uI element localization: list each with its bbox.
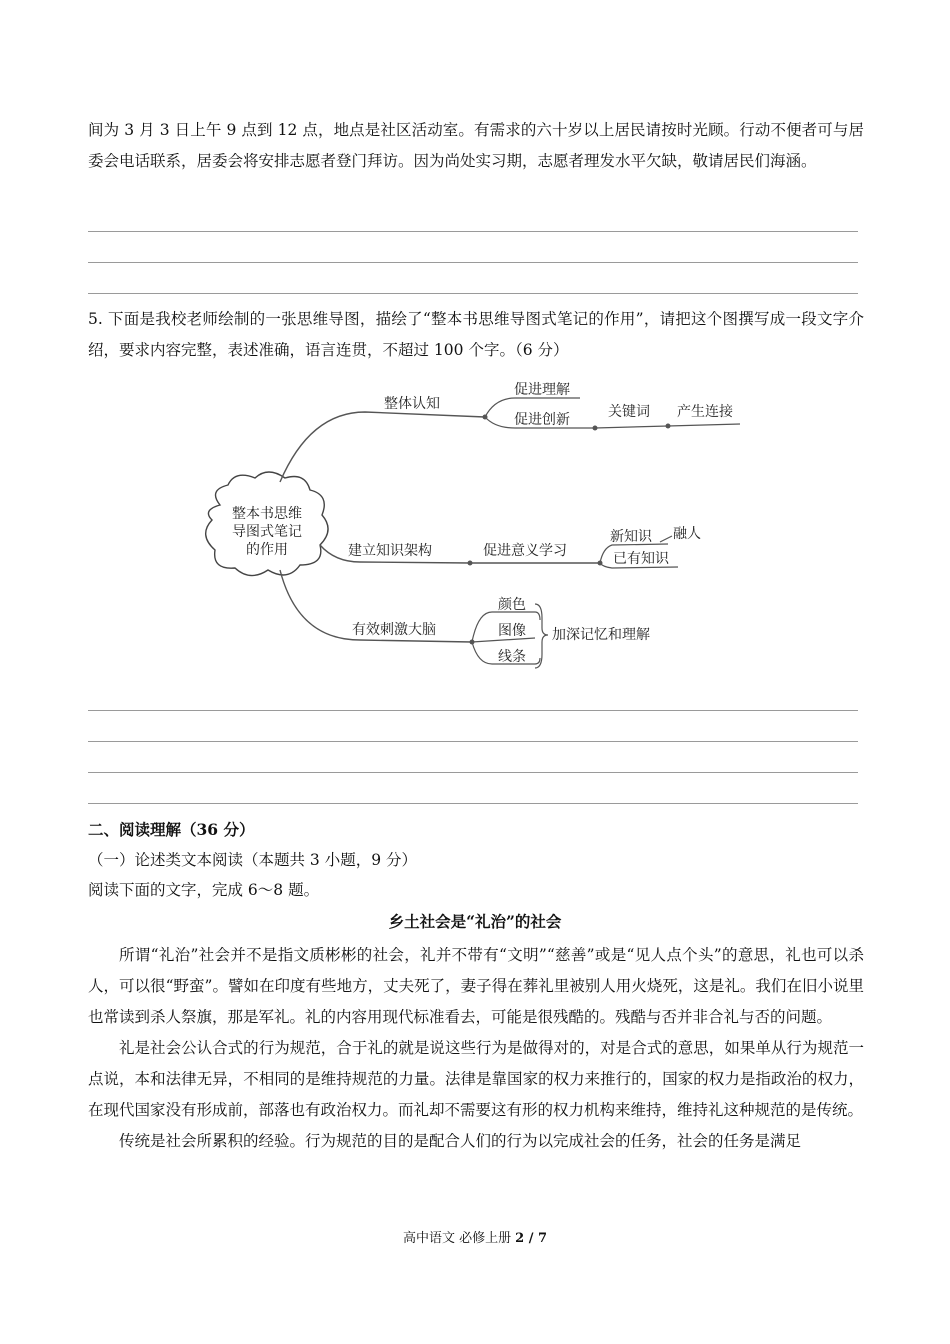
branch-1-sub-1: 促进理解 — [514, 382, 570, 398]
answer-line — [88, 710, 858, 711]
answer-line — [88, 231, 858, 232]
chain-keyword: 关键词 — [608, 404, 650, 420]
article-paragraph: 礼是社会公认合式的行为规范，合于礼的就是说这些行为是做得对的，对是合式的意思，如果单从行为规范一点说，本和法律无异，不相同的是维持规范的力量。法律是靠国家的权力来推行的，国家的权力是指政治的权力，在现代国家没有形成前，部落也有政治权力。而礼却不需要这有形的权力机构来维持，维持礼这种规范的是传统。 — [88, 1039, 864, 1119]
article-paragraph: 传统是社会所累积的经验。行为规范的目的是配合人们的行为以完成社会的任务，社会的任务是满足 — [119, 1132, 802, 1150]
article-title: 乡土社会是“礼治”的社会 — [388, 912, 562, 931]
mind-map — [180, 370, 760, 675]
old-knowledge: 已有知识 — [613, 551, 669, 567]
branch-2-label: 建立知识架构 — [348, 543, 432, 559]
answer-line — [88, 262, 858, 263]
brain-item-image: 图像 — [498, 623, 526, 639]
answer-line — [88, 741, 858, 742]
merge-label: 融人 — [673, 526, 701, 542]
article-body — [88, 940, 864, 1157]
brain-item-color: 颜色 — [498, 597, 526, 613]
center-text-1: 整本书思维 — [232, 506, 302, 522]
page-footer — [0, 1227, 950, 1246]
branch-3-label: 有效刺激大脑 — [352, 622, 436, 638]
page-number: 2 / 7 — [515, 1231, 548, 1246]
section-2-heading: 二、阅读理解（36 分） — [88, 820, 255, 839]
branch-1-label: 整体认知 — [384, 396, 440, 412]
answer-line — [88, 293, 858, 294]
section-2-instruction: 阅读下面的文字，完成 6～8 题。 — [88, 881, 320, 899]
answer-line — [88, 772, 858, 773]
branch-1-sub-2: 促进创新 — [514, 412, 570, 428]
brain-item-line: 线条 — [498, 649, 526, 665]
section-2-subheading: （一）论述类文本阅读（本题共 3 小题，9 分） — [88, 851, 418, 869]
footer-text: 高中语文 必修上册 — [402, 1231, 512, 1246]
new-knowledge: 新知识 — [610, 529, 652, 545]
intro-paragraph: 间为 3 月 3 日上午 9 点到 12 点，地点是社区活动室。有需求的六十岁以上居民请按时光顾。行动不便者可与居委会电话联系，居委会将安排志愿者登门拜访。因为尚处实习期，志愿者理发水平欠缺，敬请居民们海涵。 — [88, 121, 864, 170]
question-5: 5. 下面是我校老师绘制的一张思维导图，描绘了“整本书思维导图式笔记的作用”，请把这个图撰写成一段文字介绍，要求内容完整，表述准确，语言连贯，不超过 100 个字。（6 分） — [88, 310, 864, 359]
branch-2-mid: 促进意义学习 — [483, 543, 567, 559]
answer-line — [88, 803, 858, 804]
chain-connect: 产生连接 — [677, 404, 733, 420]
article-paragraph: 所谓“礼治”社会并不是指文质彬彬的社会，礼并不带有“文明”“慈善”或是“见人点个头”的意思，礼也可以杀人，可以很“野蛮”。譬如在印度有些地方，丈夫死了，妻子得在葬礼里被别人用火烧死，这是礼。我们在旧小说里也常读到杀人祭旗，那是军礼。礼的内容用现代标准看去，可能是很残酷的。残酷与否并非合礼与否的问题。 — [88, 946, 864, 1026]
brain-result: 加深记忆和理解 — [552, 627, 650, 643]
center-text-2: 导图式笔记 — [232, 524, 302, 540]
center-text-3: 的作用 — [246, 542, 288, 558]
